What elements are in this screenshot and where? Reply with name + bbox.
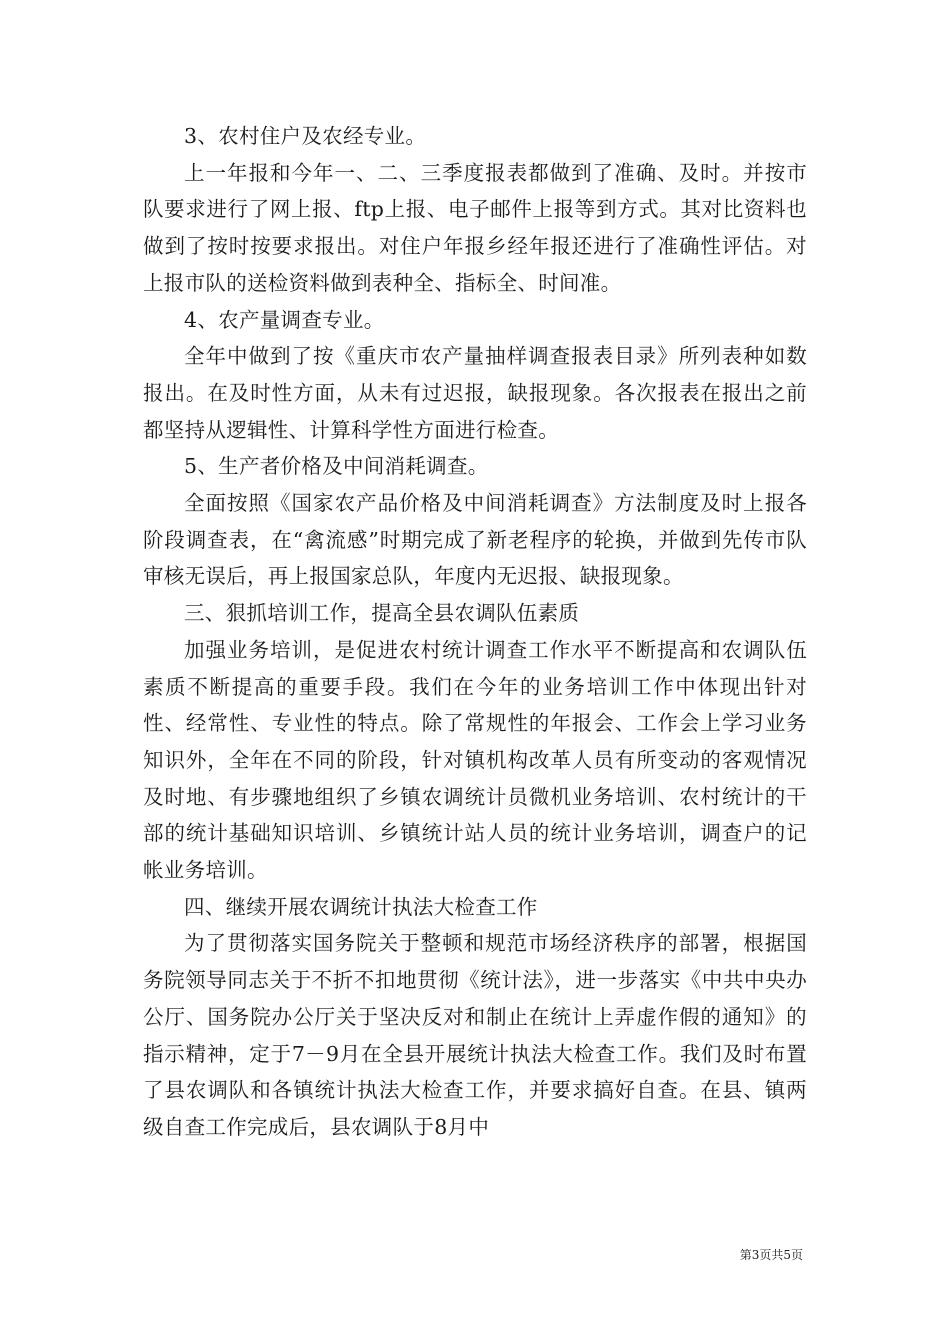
document-body <box>143 118 807 1146</box>
paragraph-rural-households: 上一年报和今年一、二、三季度报表都做到了准确、及时。并按市队要求进行了网上报、ftp上报、电子邮件上报等到方式。其对比资料也做到了按时按要求报出。对住户年报乡经年报还进行了准确性评估。对上报市队的送检资料做到表种全、指标全、时间准。 <box>143 160 807 295</box>
page-number: 第3页共5页 <box>739 1248 803 1262</box>
paragraph-producer-prices: 全面按照《国家农产品价格及中间消耗调查》方法制度及时上报各阶段调查表，在“禽流感”时期完成了新老程序的轮换，并做到先传市队审核无误后，再上报国家总队，年度内无迟报、缺报现象。 <box>143 491 807 589</box>
section-heading-crop-yield: 4、农产量调查专业。 <box>184 307 385 332</box>
paragraph-crop-yield: 全年中做到了按《重庆市农产量抽样调查报表目录》所列表种如数报出。在及时性方面，从未有过迟报，缺报现象。各次报表在报出之前都坚持从逻辑性、计算科学性方面进行检查。 <box>143 344 807 442</box>
section-heading-producer-prices: 5、生产者价格及中间消耗调查。 <box>184 454 489 479</box>
paragraph-law-enforcement: 为了贯彻落实国务院关于整顿和规范市场经济秩序的部署，根据国务院领导同志关于不折不扣地贯彻《统计法》，进一步落实《中共中央办公厅、国务院办公厅关于坚决反对和制止在统计上弄虚作假的通知》的指示精神，定于7－9月在全县开展统计执法大检查工作。我们及时布置了县农调队和各镇统计执法大检查工作，并要求搞好自查。在县、镇两级自查工作完成后，县农调队于8月中 <box>143 931 807 1139</box>
section-heading-training: 三、狠抓培训工作，提高全县农调队伍素质 <box>184 601 580 626</box>
paragraph-training: 加强业务培训，是促进农村统计调查工作水平不断提高和农调队伍素质不断提高的重要手段。我们在今年的业务培训工作中体现出针对性、经常性、专业性的特点。除了常规性的年报会、工作会上学习业务知识外，全年在不同的阶段，针对镇机构改革人员有所变动的客观情况及时地、有步骤地组织了乡镇农调统计员微机业务培训、农村统计的干部的统计基础知识培训、乡镇统计站人员的统计业务培训，调查户的记帐业务培训。 <box>143 637 807 883</box>
section-heading-rural-households: 3、农村住户及农经专业。 <box>184 124 427 148</box>
section-heading-law-enforcement: 四、继续开展农调统计执法大检查工作 <box>184 894 538 919</box>
